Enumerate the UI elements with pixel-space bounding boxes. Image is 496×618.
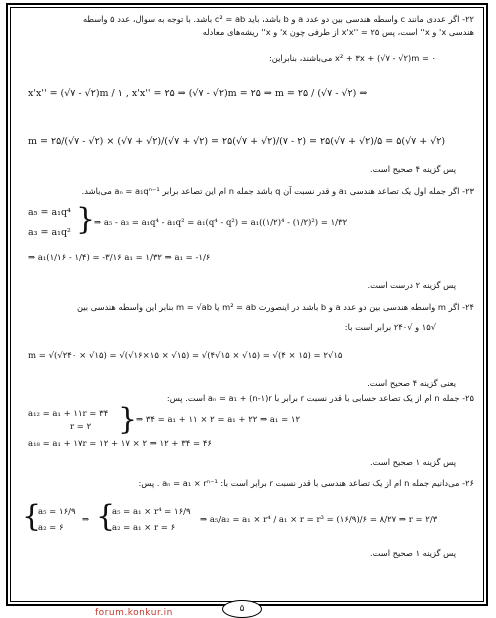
- q22-line3: x² + ۳x + (√۷ - √۲)m = ۰ می‌باشند، بنابراین:: [269, 53, 436, 63]
- q26-system-1-row-1: a₅ = ۱۶/۹: [38, 507, 76, 517]
- q26-line1: ۲۶- می‌دانیم جمله n ام از یک تصاعد هندسی با قدر نسبت r برابر است با: aₙ = a₁ × rⁿ⁻¹ . پس:: [138, 478, 474, 488]
- q22-answer: پس گزینه ۴ صحیح است.: [370, 164, 456, 174]
- q26-answer: پس گزینه ۱ صحیح است.: [370, 548, 456, 558]
- q25-equation-2: a₁₈ = a₁ + ۱۷r = ۱۲ + ۱۷ × ۲ ⇒ ۱۲ + ۳۴ = ۴۶: [28, 439, 212, 449]
- q24-line1: ۲۴- اگر m واسطه هندسی بین دو عدد a و b باشد در اینصورت m² = ab یا m = √ab بنابر این واسطه هندسی بین: [76, 302, 474, 312]
- q26-arrow: ⇒: [82, 515, 90, 525]
- q22-line1: ۲۲- اگر عددی مانند c واسطه هندسی بین دو عدد a و b باشد، باید c² = ab باشد. با توجه به سوال، عدد ۵ واسطه: [82, 14, 474, 24]
- q22-line2: هندسی x' و x'' است، پس x'x'' = ۲۵ از طرفی چون x' و x'' ریشه‌های معادله: [202, 27, 474, 37]
- q26-brace-1: {: [22, 499, 42, 534]
- q26-system-2-row-2: a₂ = a₁ × r = ۶: [112, 523, 176, 533]
- q25-line1: ۲۵- جمله n ام از یک تصاعد حسابی با قدر نسبت r برابر با aₙ = a₁ + (n-۱)r است. پس:: [166, 393, 474, 403]
- q24-equation-1: m = √(√۲۴۰ × √۱۵) = √(√۱۶×۱۵ × √۱۵) = √(۴√۱۵ × √۱۵) = √(۴ × ۱۵) = ۲√۱۵: [28, 351, 343, 361]
- q25-system-row-1: a₁₂ = a₁ + ۱۱r = ۳۴: [28, 409, 109, 419]
- q23-answer: پس گزینه ۲ درست است.: [367, 280, 456, 290]
- q22-equation-2: m = ۲۵/(√۷ - √۲) × (√۷ + √۲)/(√۷ + √۲) = ۲۵(√۷ + √۲)/(۷ - ۲) = ۲۵(√۷ + √۲)/۵ = ۵(√۷ + √۲): [28, 136, 446, 147]
- q23-equation-2: ⇒ a₁(۱/۱۶ - ۱/۴) = -۳/۱۶ a₁ = ۱/۳۲ ⇒ a₁ = -۱/۶: [28, 253, 211, 263]
- q23-brace: }: [76, 202, 96, 237]
- q23-line1: ۲۳- اگر جمله اول یک تصاعد هندسی a₁ و قدر نسبت آن q باشد جمله n ام این تصاعد برابر aₙ = a₁qⁿ⁻¹ می‌باشد.: [81, 186, 474, 196]
- q24-line2: √۱۵ و √۲۴۰ برابر است با:: [344, 322, 436, 332]
- q26-brace-2: {: [96, 499, 116, 534]
- q23-equation-1: ⇒ a₅ - a₃ = a₁q⁴ - a₁q² = a₁(q⁴ - q²) = a₁((۱/۲)⁴ - (۱/۲)²) = ۱/۳۲: [94, 218, 348, 228]
- q25-brace: }: [118, 402, 138, 437]
- q23-system-row-2: a₃ = a₁q²: [28, 227, 71, 238]
- q25-equation-1: ⇒ ۳۴ = a₁ + ۱۱ × ۲ = a₁ + ۲۲ ⇒ a₁ = ۱۲: [136, 415, 301, 425]
- q23-system-row-1: a₅ = a₁q⁴: [28, 207, 71, 218]
- q24-answer: یعنی گزینه ۴ صحیح است.: [367, 378, 456, 388]
- q26-system-2-row-1: a₅ = a₁ × r⁴ = ۱۶/۹: [112, 507, 191, 517]
- q22-equation-1: x'x'' = (√۷ - √۲)m / ۱ , x'x'' = ۲۵ ⇒ (√۷ - √۲)m = ۲۵ ⇒ m = ۲۵ / (√۷ - √۲) ⇒: [28, 88, 368, 99]
- q25-answer: پس گزینه ۱ صحیح است.: [370, 457, 456, 467]
- q26-equation-1: ⇒ a₅/a₂ = a₁ × r⁴ / a₁ × r = r³ = (۱۶/۹)/۶ = ۸/۲۷ ⇒ r = ۲/۳: [200, 515, 438, 525]
- q26-system-1-row-2: a₂ = ۶: [38, 523, 64, 533]
- q25-system-row-2: r = ۲: [70, 422, 92, 432]
- page-number: ۵: [222, 600, 262, 618]
- watermark: forum.konkur.in: [95, 608, 173, 618]
